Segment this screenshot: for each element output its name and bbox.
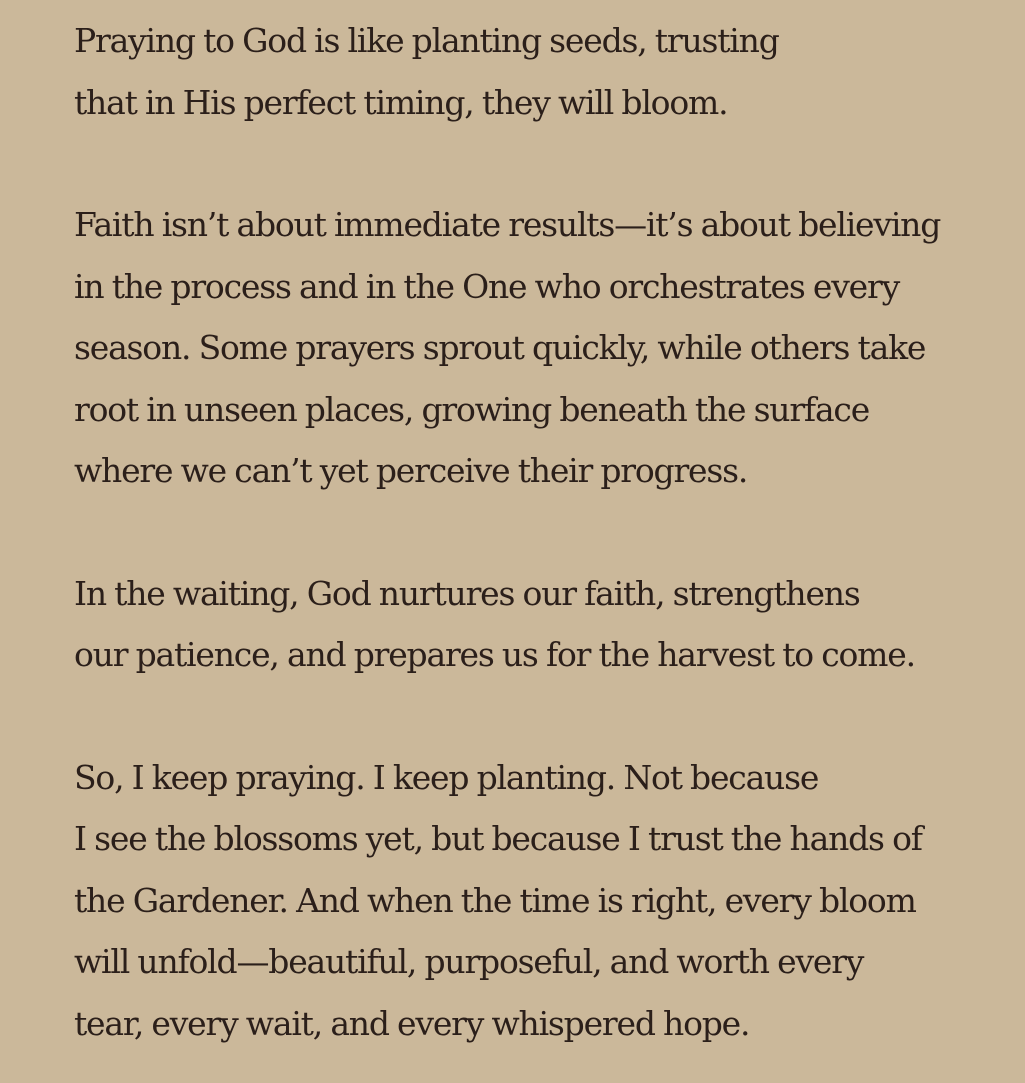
text-line: tear, every wait, and every whispered hope. — [74, 1003, 750, 1043]
text-line: our patience, and prepares us for the harvest to come. — [74, 635, 915, 674]
paragraph-3 — [74, 563, 1014, 686]
text-line: will unfold—beautiful, purposeful, and worth every — [74, 942, 864, 981]
text-line: In the waiting, God nurtures our faith, strengthens — [74, 573, 860, 613]
reflection-text — [74, 10, 1014, 1054]
paragraph-4 — [74, 747, 1014, 1055]
paragraph-1 — [74, 10, 1014, 133]
text-line: the Gardener. And when the time is right, every bloom — [74, 880, 916, 920]
text-line: Praying to God is like planting seeds, trusting — [74, 21, 779, 60]
text-line: that in His perfect timing, they will bloom. — [74, 82, 728, 122]
paragraph-2 — [74, 194, 1014, 502]
text-line: I see the blossoms yet, but because I trust the hands of — [74, 819, 922, 858]
text-line: in the process and in the One who orchestrates every — [74, 266, 900, 306]
text-line: season. Some prayers sprout quickly, while others take — [74, 328, 926, 367]
text-line: root in unseen places, growing beneath the surface — [74, 389, 870, 429]
text-line: Faith isn’t about immediate results—it’s about believing — [74, 205, 941, 244]
text-line: So, I keep praying. I keep planting. Not because — [74, 757, 819, 797]
text-line: where we can’t yet perceive their progress. — [74, 451, 748, 490]
